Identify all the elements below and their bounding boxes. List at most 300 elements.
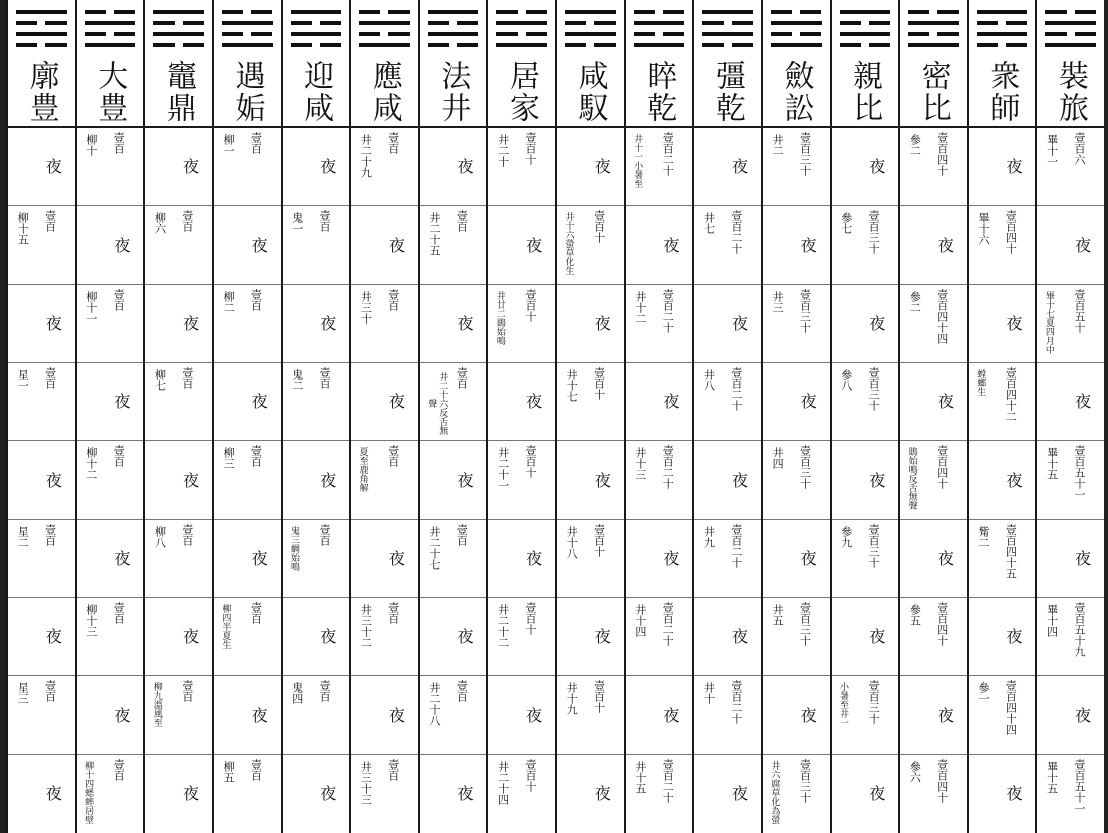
day-cell — [145, 441, 212, 519]
day-cell — [283, 676, 350, 754]
duration-value: 壹百五十一 — [1073, 758, 1087, 814]
lunar-mansion-label: 井十二 — [633, 290, 647, 324]
day-cell — [900, 441, 967, 519]
column-header — [626, 56, 693, 128]
lunar-mansion-label: 畢十四 — [1045, 604, 1059, 637]
day-cell — [900, 676, 967, 754]
day-cell — [900, 755, 967, 833]
hexagram-line-segment — [702, 21, 723, 25]
hexagram-line-segment — [663, 10, 684, 14]
day-cell — [832, 755, 899, 833]
day-cell — [900, 128, 967, 206]
lunar-mansion-label: 井十七 — [565, 369, 579, 402]
hexagram-line-segment — [222, 10, 243, 14]
day-cell — [1037, 128, 1104, 206]
night-marker: 夜 — [731, 627, 748, 647]
day-cell — [1037, 285, 1104, 363]
duration-value: 壹百 — [386, 602, 400, 624]
day-cell — [283, 520, 350, 598]
hexagram-column — [75, 0, 144, 833]
duration-value: 壹百十 — [524, 132, 538, 165]
day-cell — [1037, 441, 1104, 519]
lunar-mansion-label: 井二十一 — [496, 447, 510, 492]
lunar-mansion-label: 井三 — [771, 290, 785, 313]
day-cell — [557, 520, 624, 598]
day-cell — [283, 441, 350, 519]
duration-value: 壹百二十 — [661, 602, 675, 646]
hexagram-line-segment — [1006, 43, 1027, 47]
night-marker: 夜 — [869, 470, 886, 490]
day-cell — [145, 755, 212, 833]
day-cell — [557, 676, 624, 754]
season-note: 井十六螢草化生 — [563, 212, 574, 276]
day-cell — [694, 441, 761, 519]
day-cell — [488, 363, 555, 441]
night-marker: 夜 — [1006, 470, 1023, 490]
hexagram-line-segment — [771, 32, 792, 36]
day-cell — [488, 520, 555, 598]
hexagram-line-segment — [114, 10, 135, 14]
duration-value: 壹百十 — [592, 367, 606, 400]
hexagram-line — [1045, 43, 1096, 47]
lunar-mansion-label: 觜二 — [976, 525, 990, 548]
hexagram-line-segment — [496, 10, 517, 14]
duration-value: 壹百二十 — [661, 288, 675, 333]
day-cell — [557, 363, 624, 441]
day-cell — [145, 128, 212, 206]
hexagram-symbol — [634, 8, 685, 54]
duration-value: 壹百四十 — [935, 445, 949, 490]
lunar-mansion-label: 畢十一 — [1045, 134, 1059, 167]
duration-value: 壹百 — [180, 367, 194, 389]
hexagram-line — [840, 10, 891, 14]
hexagram-column — [349, 0, 418, 833]
day-cell — [832, 128, 899, 206]
day-cell — [77, 128, 144, 206]
lunar-mansion-label: 參六 — [908, 760, 922, 783]
night-marker: 夜 — [800, 548, 817, 568]
night-marker: 夜 — [663, 705, 680, 725]
lunar-mansion-label: 井二十九 — [359, 134, 373, 178]
night-marker: 夜 — [182, 470, 199, 490]
day-cell — [351, 206, 418, 284]
duration-value: 壹百 — [249, 288, 263, 311]
day-cell — [694, 363, 761, 441]
column-title: 咸馭 — [572, 60, 608, 124]
day-cell — [694, 520, 761, 598]
hexagram-line — [634, 21, 685, 25]
hexagram-line-segment — [85, 32, 106, 36]
day-cell — [420, 520, 487, 598]
duration-value: 壹百三十 — [867, 210, 881, 255]
day-cell — [832, 441, 899, 519]
hexagram-line-segment — [594, 43, 615, 47]
day-cell — [351, 676, 418, 754]
day-cell — [77, 755, 144, 833]
duration-value: 壹百二十 — [661, 445, 675, 490]
night-marker: 夜 — [320, 157, 337, 177]
night-marker: 夜 — [800, 392, 817, 412]
day-cell — [214, 676, 281, 754]
day-cell — [626, 128, 693, 206]
hexagram-line-segment — [359, 32, 380, 36]
hexagram-line — [291, 10, 342, 14]
duration-value: 壹百四十 — [935, 758, 949, 803]
hexagram-line-segment — [496, 32, 517, 36]
day-cell — [77, 598, 144, 676]
hexagram-line-segment — [428, 21, 449, 25]
night-marker: 夜 — [320, 627, 337, 647]
day-cell — [832, 598, 899, 676]
night-marker: 夜 — [45, 783, 62, 803]
night-marker: 夜 — [114, 235, 131, 255]
column-title: 彊乾 — [709, 60, 745, 124]
duration-value: 壹百 — [455, 210, 469, 233]
hexagram-line-segment — [908, 32, 929, 36]
lunar-mansion-label: 參七 — [839, 212, 853, 235]
night-marker: 夜 — [1075, 548, 1092, 568]
day-cell — [694, 128, 761, 206]
day-cell — [283, 755, 350, 833]
season-note: 小暑至井一 — [837, 682, 848, 728]
day-cell — [694, 206, 761, 284]
day-cell — [969, 598, 1036, 676]
day-cell — [1037, 676, 1104, 754]
duration-value: 壹百四十 — [935, 132, 949, 176]
night-marker: 夜 — [388, 235, 405, 255]
column-title: 應咸 — [366, 60, 402, 124]
hexagram-symbol — [565, 8, 616, 54]
night-marker: 夜 — [320, 313, 337, 333]
hexagram-line-segment — [222, 32, 243, 36]
hexagram-symbol — [359, 8, 410, 54]
lunar-mansion-label: 井二十八 — [427, 682, 441, 727]
hexagram-symbol — [908, 8, 959, 54]
hexagram-line-segment — [1075, 32, 1096, 36]
lunar-mansion-label: 井四 — [771, 447, 785, 470]
night-marker: 夜 — [114, 392, 131, 412]
lunar-mansion-label: 井三十三 — [359, 760, 373, 805]
hexagram-column — [692, 0, 761, 833]
night-marker: 夜 — [526, 705, 543, 725]
day-cell — [969, 755, 1036, 833]
day-cell — [145, 676, 212, 754]
lunar-mansion-label: 井三十二 — [359, 604, 373, 648]
hexagram-column — [624, 0, 693, 833]
day-cell — [832, 676, 899, 754]
duration-value: 壹百二十 — [661, 758, 675, 803]
day-cell — [626, 520, 693, 598]
day-cell — [420, 206, 487, 284]
day-cell — [77, 520, 144, 598]
hexagram-line — [291, 32, 342, 36]
lunar-mansion-label: 畢十五 — [1045, 447, 1059, 481]
hexagram-line — [16, 10, 67, 14]
season-note: 螳螂生 — [975, 369, 986, 396]
day-cell — [214, 128, 281, 206]
night-marker: 夜 — [388, 705, 405, 725]
duration-value: 壹百二十 — [661, 132, 675, 176]
night-marker: 夜 — [457, 470, 474, 490]
day-cell — [626, 441, 693, 519]
hexagram-line-segment — [153, 43, 174, 47]
hexagram-line-segment — [114, 32, 135, 36]
night-marker: 夜 — [182, 627, 199, 647]
day-cell — [626, 363, 693, 441]
night-marker: 夜 — [594, 157, 611, 177]
hexagram-line — [908, 21, 959, 25]
hexagram-line-segment — [291, 43, 312, 47]
day-cell — [763, 128, 830, 206]
lunar-mansion-label: 柳十五 — [16, 212, 30, 246]
day-cell — [900, 285, 967, 363]
day-cell — [145, 206, 212, 284]
day-cell — [626, 206, 693, 284]
duration-value: 壹百 — [112, 288, 126, 311]
hexagram-line-segment — [565, 43, 586, 47]
lunar-mansion-label: 柳七 — [153, 369, 167, 391]
day-cell — [900, 363, 967, 441]
column-header — [900, 56, 967, 128]
duration-value: 壹百十 — [592, 210, 606, 244]
day-cell — [763, 285, 830, 363]
day-cell — [694, 676, 761, 754]
day-cell — [351, 128, 418, 206]
season-note: 柳九溫風至 — [151, 682, 162, 728]
day-cell — [8, 676, 75, 754]
night-marker: 夜 — [457, 157, 474, 177]
night-marker: 夜 — [869, 627, 886, 647]
day-cell — [763, 441, 830, 519]
lunar-mansion-label: 井二十五 — [427, 212, 441, 257]
night-marker: 夜 — [731, 157, 748, 177]
day-cell — [557, 128, 624, 206]
hexagram-line-segment — [320, 43, 341, 47]
page-right-edge — [1104, 0, 1108, 833]
day-cell — [694, 598, 761, 676]
day-cell — [214, 520, 281, 598]
hexagram-line-segment — [251, 10, 272, 14]
duration-value: 壹百 — [112, 602, 126, 624]
duration-value: 壹百 — [180, 210, 194, 233]
day-cell — [8, 520, 75, 598]
lunar-mansion-label: 鬼四 — [290, 682, 304, 705]
lunar-mansion-label: 井九 — [702, 525, 716, 548]
duration-value: 壹百 — [318, 680, 332, 703]
duration-value: 壹百四十四 — [935, 288, 949, 344]
lunar-mansion-label: 井二十四 — [496, 760, 510, 805]
day-cell — [832, 206, 899, 284]
hexagram-line — [840, 32, 891, 36]
hexagram-line-segment — [869, 43, 890, 47]
night-marker: 夜 — [663, 235, 680, 255]
hexagram-line-segment — [594, 21, 615, 25]
column-header — [77, 56, 144, 128]
lunar-mansion-label: 參九 — [839, 525, 853, 548]
hexagram-line-segment — [800, 32, 821, 36]
day-cell — [488, 206, 555, 284]
day-cell — [8, 363, 75, 441]
column-title: 斂訟 — [778, 60, 814, 124]
hexagram-symbol — [222, 8, 273, 54]
day-cell — [763, 520, 830, 598]
day-cell — [214, 598, 281, 676]
night-marker: 夜 — [457, 627, 474, 647]
day-cell — [8, 128, 75, 206]
column-header — [145, 56, 212, 128]
hexagram-line-segment — [1075, 10, 1096, 14]
lunar-mansion-label: 井二十 — [496, 134, 510, 167]
hexagram-line-segment — [908, 10, 929, 14]
hexagram-symbol — [840, 8, 891, 54]
hexagram-line-segment — [800, 10, 821, 14]
hexagram-line-segment — [1045, 10, 1066, 14]
night-marker: 夜 — [869, 313, 886, 333]
day-cell — [145, 363, 212, 441]
duration-value: 壹百三十 — [798, 602, 812, 646]
hexagram-column — [418, 0, 487, 833]
season-note: 鬼三蜩始鳴 — [288, 525, 299, 571]
season-note: 柳四半夏生 — [220, 604, 231, 649]
day-cell — [969, 676, 1036, 754]
lunar-mansion-label: 井八 — [702, 369, 716, 391]
night-marker: 夜 — [320, 783, 337, 803]
day-cell — [420, 755, 487, 833]
day-cell — [763, 755, 830, 833]
hexagram-line — [222, 21, 273, 25]
duration-value: 壹百 — [112, 758, 126, 781]
hexagram-line — [771, 43, 822, 47]
day-cell — [77, 676, 144, 754]
hexagram-line — [702, 10, 753, 14]
night-marker: 夜 — [1006, 783, 1023, 803]
duration-value: 壹百三十 — [867, 367, 881, 411]
day-cell — [557, 441, 624, 519]
duration-value: 壹百五十一 — [1073, 445, 1087, 501]
hexagram-column — [281, 0, 350, 833]
hexagram-line — [565, 32, 616, 36]
lunar-mansion-label: 井二 — [771, 134, 785, 156]
lunar-mansion-label: 柳八 — [153, 525, 167, 548]
season-note: 柳十四蟋蟀居壁 — [83, 760, 94, 824]
hexagram-line-segment — [771, 10, 792, 14]
lunar-mansion-label: 參五 — [908, 604, 922, 626]
night-marker: 夜 — [526, 548, 543, 568]
duration-value: 壹百 — [43, 523, 57, 546]
duration-value: 壹百 — [43, 367, 57, 389]
day-cell — [420, 128, 487, 206]
day-cell — [145, 598, 212, 676]
duration-value: 壹百三十 — [867, 523, 881, 568]
duration-value: 壹百 — [249, 445, 263, 468]
hexagram-line-segment — [251, 32, 272, 36]
lunar-mansion-label: 星三 — [16, 682, 30, 705]
column-title: 竈鼎 — [160, 60, 196, 124]
hexagram-line-segment — [977, 21, 998, 25]
column-title: 裝旅 — [1053, 60, 1088, 124]
night-marker: 夜 — [594, 627, 611, 647]
column-title: 廓豊 — [23, 60, 59, 124]
duration-value: 壹百 — [180, 523, 194, 546]
duration-value: 壹百四十五 — [1004, 523, 1018, 579]
night-marker: 夜 — [800, 705, 817, 725]
night-marker: 夜 — [731, 313, 748, 333]
night-marker: 夜 — [1006, 313, 1023, 333]
hexagram-line — [496, 43, 547, 47]
day-cell — [351, 520, 418, 598]
day-cell — [145, 520, 212, 598]
day-cell — [626, 598, 693, 676]
night-marker: 夜 — [182, 783, 199, 803]
duration-value: 壹百 — [318, 210, 332, 233]
duration-value: 壹百十 — [524, 602, 538, 635]
hexagram-line-segment — [359, 10, 380, 14]
hexagram-line-segment — [45, 43, 66, 47]
hexagram-line — [359, 43, 410, 47]
hexagram-line — [634, 43, 685, 47]
hexagram-line — [153, 10, 204, 14]
duration-value: 壹百 — [386, 445, 400, 468]
hexagram-column — [761, 0, 830, 833]
hexagram-line-segment — [1006, 21, 1027, 25]
night-marker: 夜 — [526, 235, 543, 255]
hexagram-line-segment — [526, 10, 547, 14]
night-marker: 夜 — [388, 548, 405, 568]
column-title: 大豊 — [92, 60, 128, 124]
hexagram-line-segment — [183, 43, 204, 47]
day-cell — [900, 520, 967, 598]
night-marker: 夜 — [457, 783, 474, 803]
day-cell — [763, 363, 830, 441]
lunar-mansion-label: 井二十二 — [496, 604, 510, 648]
night-marker: 夜 — [182, 157, 199, 177]
day-cell — [283, 206, 350, 284]
hexagram-line-segment — [16, 21, 37, 25]
column-title: 遇姤 — [229, 60, 265, 124]
day-cell — [969, 520, 1036, 598]
hexagram-line-segment — [526, 32, 547, 36]
column-header — [283, 56, 350, 128]
duration-value: 壹百二十 — [729, 210, 743, 255]
night-marker: 夜 — [251, 705, 268, 725]
night-marker: 夜 — [663, 548, 680, 568]
column-title: 衆師 — [984, 60, 1020, 124]
duration-value: 壹百十 — [592, 680, 606, 714]
hexagram-line-segment — [428, 43, 449, 47]
hexagram-symbol — [1045, 8, 1096, 54]
column-title: 居家 — [504, 60, 539, 124]
day-cell — [77, 441, 144, 519]
day-cell — [283, 285, 350, 363]
day-cell — [420, 676, 487, 754]
day-cell — [283, 128, 350, 206]
hexagram-line-segment — [457, 21, 478, 25]
lunar-mansion-label: 柳五 — [222, 760, 236, 783]
day-cell — [77, 206, 144, 284]
day-cell — [214, 441, 281, 519]
day-cell — [626, 285, 693, 363]
day-cell — [420, 363, 487, 441]
duration-value: 壹百十 — [524, 758, 538, 792]
hexagram-line-segment — [388, 10, 409, 14]
hexagram-line — [428, 10, 479, 14]
hexagram-symbol — [85, 8, 136, 54]
day-cell — [214, 206, 281, 284]
night-marker: 夜 — [251, 235, 268, 255]
duration-value: 壹百 — [43, 210, 57, 233]
column-header — [351, 56, 418, 128]
hexagram-symbol — [16, 8, 67, 54]
